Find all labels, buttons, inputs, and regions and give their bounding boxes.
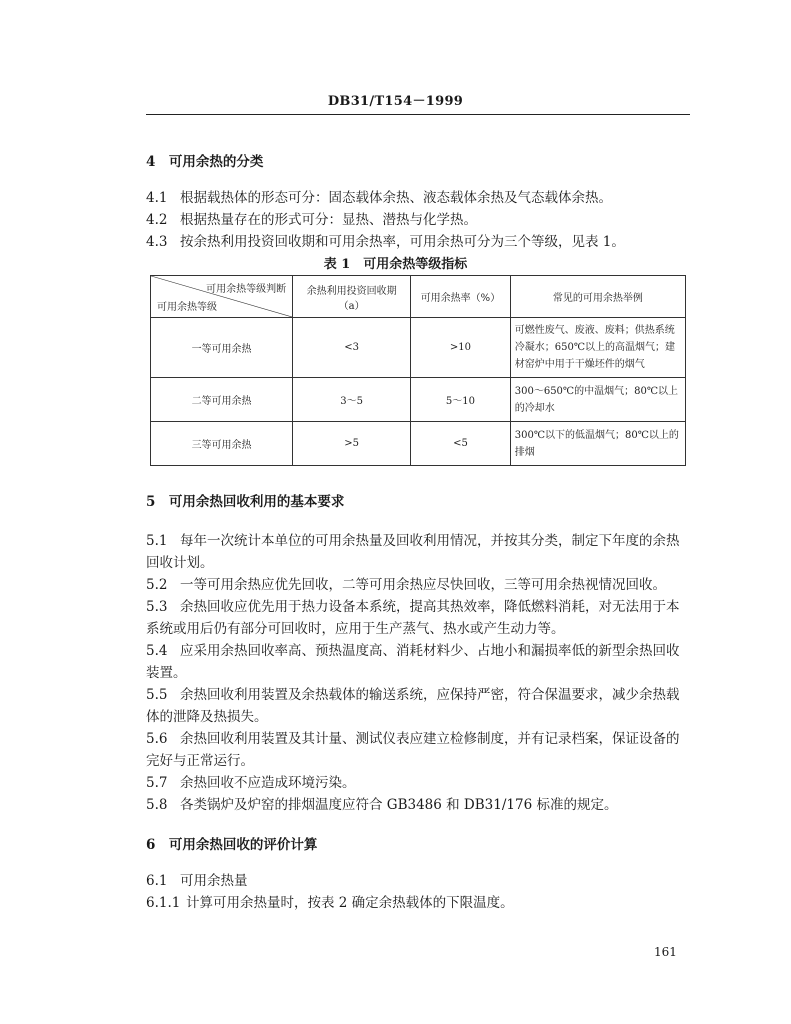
clause-number: 4.3 (146, 234, 168, 250)
col-header-examples: 常见的可用余热举例 (510, 276, 685, 318)
clause-text: 各类锅炉及炉窑的排烟温度应符合 GB3486 和 DB31/176 标准的规定。 (180, 797, 618, 813)
clause-6-1 (146, 870, 690, 892)
section-5-title: 5 可用余热回收利用的基本要求 (146, 494, 345, 510)
clause-5-2 (146, 574, 690, 596)
examples-cell: 300℃以下的低温烟气；80℃以上的排烟 (510, 422, 685, 466)
rate-cell: 5～10 (411, 378, 511, 422)
rate-cell: >10 (411, 318, 511, 378)
clause-number: 4.2 (146, 212, 168, 228)
payback-cell: <3 (293, 318, 411, 378)
clause-6-1-1 (146, 892, 690, 914)
clause-text: 余热回收应优先用于热力设备本系统，提高其热效率，降低燃料消耗，对无法用于本系统或用后仍有部分可回收时，应用于生产蒸气、热水或产生动力等。 (146, 599, 680, 637)
document-header: DB31/T154－1999 (327, 94, 464, 109)
clause-text: 根据热量存在的形式可分：显热、潜热与化学热。 (180, 212, 477, 228)
clause-4-2 (146, 209, 690, 231)
clause-5-8 (146, 794, 690, 816)
clause-5-3 (146, 596, 690, 640)
header-rule (146, 114, 690, 115)
clause-number: 5.5 (146, 687, 168, 703)
grade-cell: 三等可用余热 (151, 422, 293, 466)
col-header-payback: 余热利用投资回收期（a） (293, 276, 411, 318)
diagonal-header-top: 可用余热等级判断 (206, 284, 287, 295)
clause-4-1 (146, 187, 690, 209)
clause-number: 5.6 (146, 731, 168, 747)
clause-text: 按余热利用投资回收期和可用余热率，可用余热可分为三个等级，见表 1。 (180, 234, 625, 250)
clause-text: 应采用余热回收率高、预热温度高、消耗材料少、占地小和漏损率低的新型余热回收装置。 (146, 643, 680, 681)
clause-number: 4.1 (146, 190, 168, 206)
clause-4-3 (146, 231, 690, 253)
col-header-rate: 可用余热率（%） (411, 276, 511, 318)
section-6-title: 6 可用余热回收的评价计算 (146, 837, 318, 853)
clause-5-7 (146, 772, 690, 794)
examples-cell: 300～650℃的中温烟气；80℃以上的冷却水 (510, 378, 685, 422)
clause-text: 余热回收利用装置及其计量、测试仪表应建立检修制度，并有记录档案，保证设备的完好与正常运行。 (146, 731, 680, 769)
clause-5-5 (146, 684, 690, 728)
table-row (151, 422, 686, 466)
table-row (151, 378, 686, 422)
clause-5-1 (146, 530, 690, 574)
clause-number: 5.8 (146, 797, 168, 813)
clause-number: 6.1.1 (146, 895, 181, 911)
clause-number: 5.2 (146, 577, 168, 593)
clause-text: 一等可用余热应优先回收，二等可用余热应尽快回收，三等可用余热视情况回收。 (180, 577, 666, 593)
grade-cell: 一等可用余热 (151, 318, 293, 378)
table-header-row (151, 276, 686, 318)
clause-text: 余热回收不应造成环境污染。 (180, 775, 356, 791)
clause-number: 5.7 (146, 775, 168, 791)
clause-text: 计算可用余热量时，按表 2 确定余热载体的下限温度。 (186, 895, 514, 911)
payback-cell: >5 (293, 422, 411, 466)
diagonal-header-cell (151, 276, 293, 318)
clause-text: 每年一次统计本单位的可用余热量及回收利用情况，并按其分类，制定下年度的余热回收计划。 (146, 533, 680, 571)
diagonal-header-bottom: 可用余热等级 (157, 302, 217, 313)
page-number: 161 (654, 945, 677, 959)
clause-5-6 (146, 728, 690, 772)
table-row (151, 318, 686, 378)
clause-number: 6.1 (146, 873, 168, 889)
clause-text: 可用余热量 (180, 873, 248, 889)
payback-cell: 3～5 (293, 378, 411, 422)
clause-text: 余热回收利用装置及余热载体的输送系统，应保持严密，符合保温要求，减少余热载体的泄降及热损失。 (146, 687, 680, 725)
rate-cell: <5 (411, 422, 511, 466)
examples-cell: 可燃性废气、废液、废料；供热系统冷凝水；650℃以上的高温烟气；建材窑炉中用于干燥坯件的烟气 (510, 318, 685, 378)
clause-text: 根据载热体的形态可分：固态载体余热、液态载体余热及气态载体余热。 (180, 190, 612, 206)
clause-5-4 (146, 640, 690, 684)
clause-number: 5.3 (146, 599, 168, 615)
clause-number: 5.4 (146, 643, 168, 659)
clause-number: 5.1 (146, 533, 168, 549)
table-1-caption: 表 1 可用余热等级指标 (323, 257, 468, 272)
table-1 (150, 275, 686, 466)
section-4-title: 4 可用余热的分类 (146, 154, 264, 170)
grade-cell: 二等可用余热 (151, 378, 293, 422)
